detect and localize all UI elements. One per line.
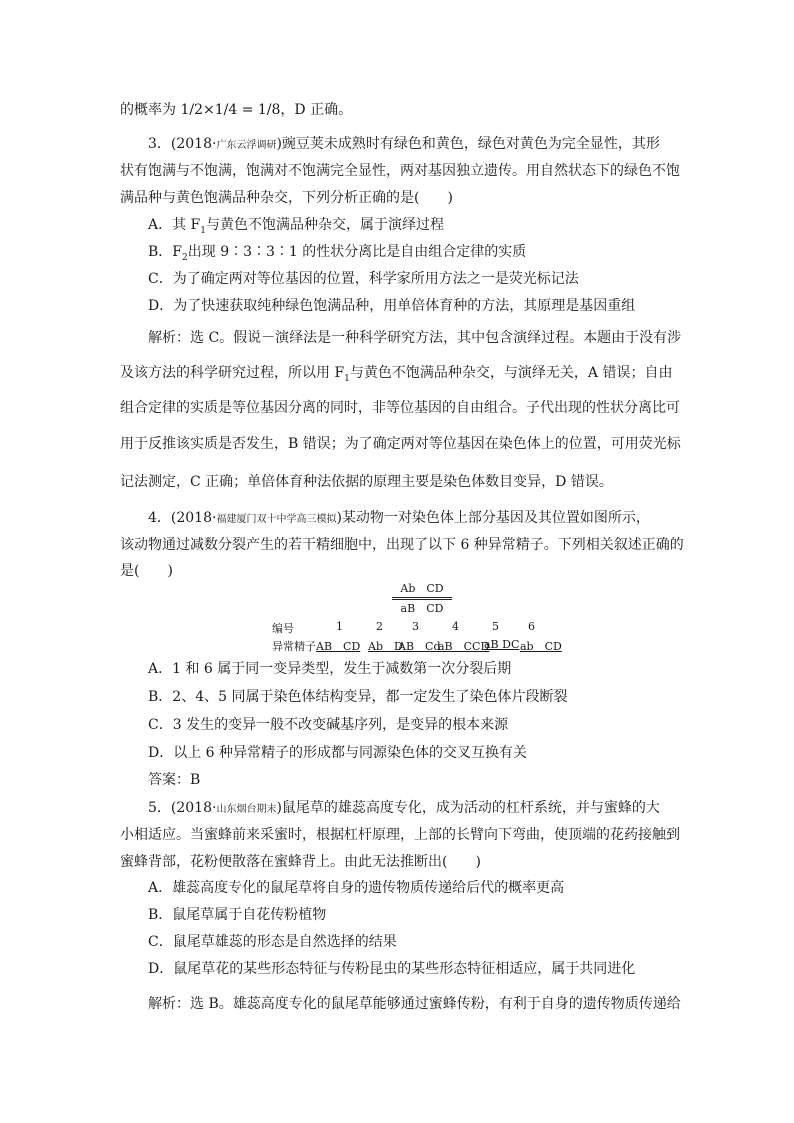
text-line: 满品种与黄色饱满品种杂交，下列分析正确的是( ) xyxy=(120,190,453,206)
row-label: 异常精子 xyxy=(272,640,316,653)
question-4-stem: 4．(2018·福建厦门双十中学高三模拟)某动物一对染色体上部分基因及其位置如图所示， xyxy=(148,510,650,526)
question-3-option-c: C．为了确定两对等位基因的位置，科学家所用方法之一是荧光标记法 xyxy=(148,271,579,287)
text-line: 的概率为 1/2×1/4 = 1/8，D 正确。 xyxy=(120,102,353,118)
sperm-number: 5 xyxy=(492,620,499,633)
text-line: 状有饱满与不饱满，饱满对不饱满完全显性，两对基因独立遗传。用自然状态下的绿色不饱 xyxy=(120,163,680,179)
question-5-analysis: 解析：选 B。雄蕊高度专化的鼠尾草能够通过蜜蜂传粉，有利于自身的遗传物质传递给 xyxy=(148,996,681,1012)
sperm-genotype: aB CCD xyxy=(438,640,490,653)
sperm-genotype: AB Cd xyxy=(398,640,441,653)
bottom-chromosome: aB CD xyxy=(400,602,444,615)
question-4-source: 福建厦门双十中学高三模拟 xyxy=(216,514,337,525)
question-3-analysis: 解析：选 C。假说－演绎法是一种科学研究方法，其中包含演绎过程。本题由于没有涉 xyxy=(148,330,682,346)
chromosome-figure xyxy=(272,580,562,652)
question-5-option-b: B．鼠尾草属于自花传粉植物 xyxy=(148,907,327,923)
text-line: 用于反推该实质是否发生，B 错误；为了确定两对等位基因在染色体上的位置，可用荧光标 xyxy=(120,436,681,452)
question-4-option-c: C．3 发生的变异一般不改变碱基序列，是变异的根本来源 xyxy=(148,717,509,733)
text-line: 是( ) xyxy=(120,563,173,579)
text-line: 记法测定，C 正确；单倍体育种法依据的原理主要是染色体数目变异，D 错误。 xyxy=(120,474,613,490)
question-4-answer: 答案：B xyxy=(148,772,201,788)
question-3-option-b: B．$F_2$出现 9∶3∶3∶1 的性状分离比是自由组合定律的实质 xyxy=(148,244,527,263)
question-5-source: 山东烟台期末 xyxy=(216,804,277,815)
question-4-option-a: A．1 和 6 属于同一变异类型，发生于减数第一次分裂后期 xyxy=(148,661,512,677)
question-3-option-d: D．为了快速获取纯种绿色饱满品种，用单倍体育种的方法，其原理是基因重组 xyxy=(148,298,636,314)
text-line: 及该方法的科学研究过程，所以用 $F_1$与黄色不饱满品种杂交，与演绎无关，A 错误；自由 xyxy=(120,365,673,384)
row-label: 编号 xyxy=(272,622,294,635)
question-5-option-d: D．鼠尾草花的某些形态特征与传粉昆虫的某些形态特征相适应，属于共同进化 xyxy=(148,961,636,977)
sperm-number: 3 xyxy=(412,620,419,633)
chromosome-line xyxy=(392,597,452,598)
sperm-genotype: aB DC xyxy=(484,638,520,651)
question-3-option-a: A．其 $F_1$与黄色不饱满品种杂交，属于演绎过程 xyxy=(148,217,445,236)
question-5-option-c: C．鼠尾草雄蕊的形态是自然选择的结果 xyxy=(148,934,397,950)
top-chromosome: Ab CD xyxy=(400,582,444,595)
question-4-option-b: B．2、4、5 同属于染色体结构变异，都一定发生了染色体片段断裂 xyxy=(148,689,568,705)
chromosome-pair xyxy=(392,580,452,616)
sperm-genotype: ab CD xyxy=(520,640,562,653)
sperm-number: 2 xyxy=(376,620,383,633)
sperm-number: 6 xyxy=(528,620,535,633)
question-3-stem: 3．(2018·广东云浮调研)豌豆荚未成熟时有绿色和黄色，绿色对黄色为完全显性，其形 xyxy=(148,136,660,152)
question-5-option-a: A．雄蕊高度专化的鼠尾草将自身的遗传物质传递给后代的概率更高 xyxy=(148,880,565,896)
question-5-stem: 5．(2018·山东烟台期末)鼠尾草的雄蕊高度专化，成为活动的杠杆系统，并与蜜蜂的大 xyxy=(148,800,660,816)
text-line: 该动物通过减数分裂产生的若干精细胞中，出现了以下 6 种异常精子。下列相关叙述正确的 xyxy=(120,537,684,553)
question-4-option-d: D．以上 6 种异常精子的形成都与同源染色体的交叉互换有关 xyxy=(148,745,528,761)
question-3-source: 广东云浮调研 xyxy=(216,140,277,151)
sperm-genotype: AB CD xyxy=(316,640,361,653)
sperm-number: 1 xyxy=(336,620,343,633)
sperm-number: 4 xyxy=(452,620,459,633)
sperm-genotype: Ab D xyxy=(368,640,403,653)
text-line: 蜜蜂背部，花粉便散落在蜜蜂背上。由此无法推断出( ) xyxy=(120,854,481,870)
text-line: 小相适应。当蜜蜂前来采蜜时，根据杠杆原理，上部的长臂向下弯曲，使顶端的花药接触到 xyxy=(120,827,680,843)
text-line: 组合定律的实质是等位基因分离的同时，非等位基因的自由组合。子代出现的性状分离比可 xyxy=(120,400,680,416)
